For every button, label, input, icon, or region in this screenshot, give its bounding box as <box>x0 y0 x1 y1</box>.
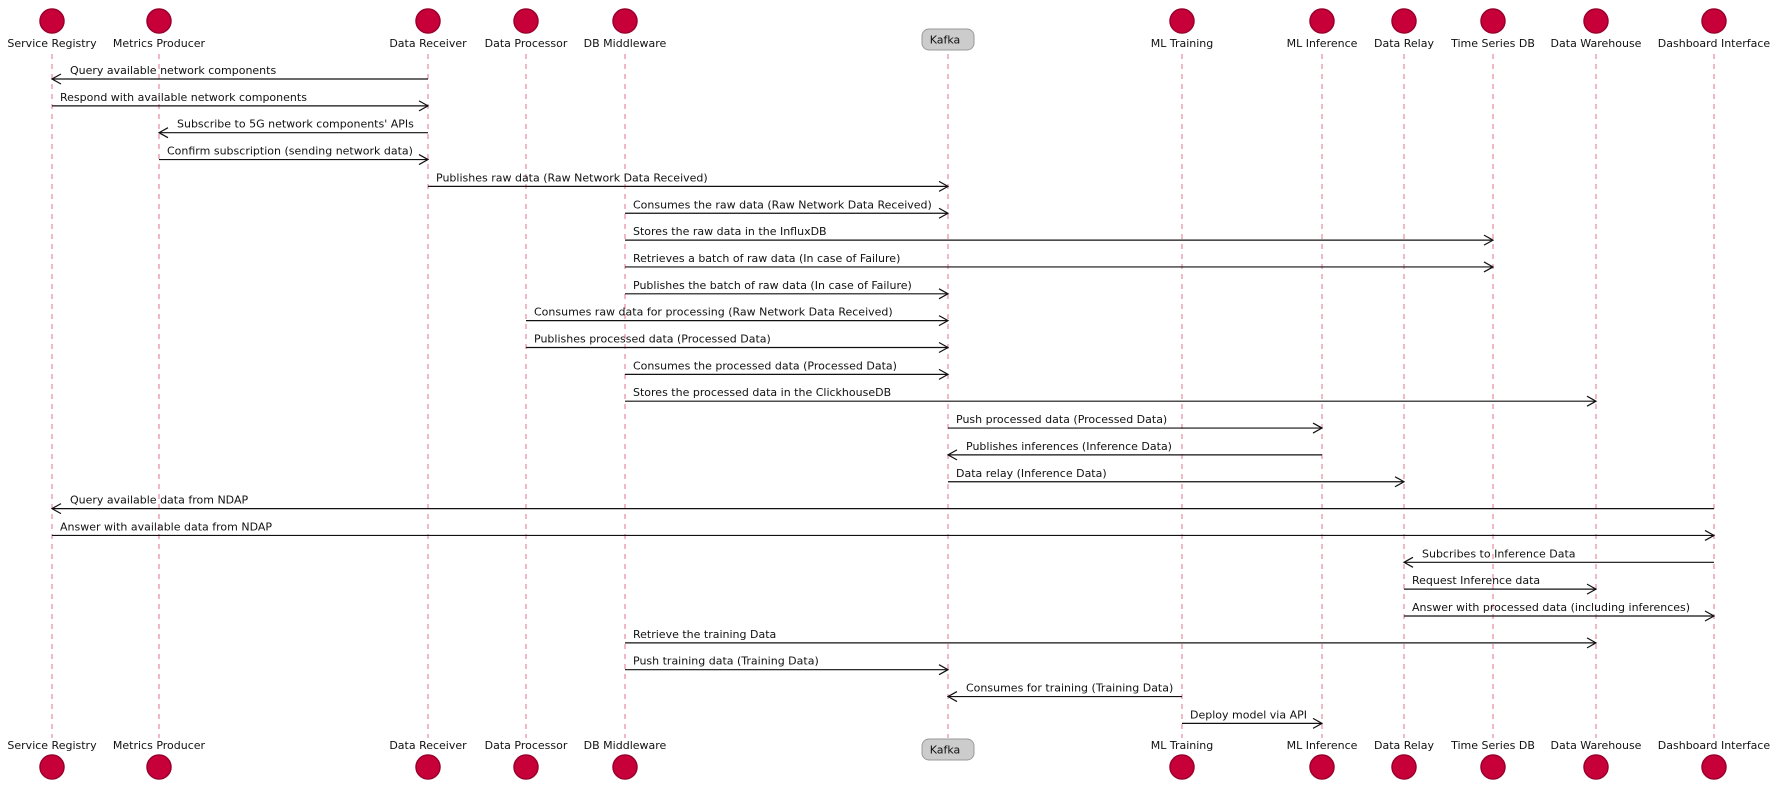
participant-data_relay-bottom <box>1374 739 1434 779</box>
message-24 <box>948 682 1182 702</box>
entity-icon <box>1702 755 1726 779</box>
message-8 <box>625 252 1493 272</box>
participant-service_registry-bottom <box>7 739 97 779</box>
participant-label: ML Training <box>1150 37 1214 50</box>
message-21 <box>1404 601 1714 621</box>
message-label: Data relay (Inference Data) <box>956 466 1107 480</box>
message-label: Confirm subscription (sending network data) <box>167 144 413 158</box>
participant-ml_inference-bottom <box>1287 739 1358 779</box>
participant-ml_training-top <box>1151 9 1214 50</box>
participant-data_receiver-top <box>389 9 467 50</box>
entity-icon <box>514 9 538 33</box>
entity-icon <box>40 9 64 33</box>
participant-data_relay-top <box>1374 9 1434 50</box>
message-6 <box>625 198 948 218</box>
participant-time_series_db-bottom <box>1450 739 1535 779</box>
message-25 <box>1182 708 1322 728</box>
participant-label: Service Registry <box>7 739 97 752</box>
message-1 <box>52 64 428 84</box>
message-14 <box>948 413 1322 433</box>
entity-icon <box>1310 755 1334 779</box>
message-label: Retrieve the training Data <box>633 627 777 641</box>
message-12 <box>625 359 948 379</box>
message-10 <box>526 306 948 326</box>
entity-icon <box>1584 9 1608 33</box>
participant-label: Metrics Producer <box>112 739 206 752</box>
participants-top <box>7 9 1770 50</box>
participant-label: Time Series DB <box>1451 739 1535 752</box>
participant-ml_inference-top <box>1287 9 1358 50</box>
participant-data_receiver-bottom <box>389 739 467 779</box>
participant-data_processor-top <box>485 9 568 50</box>
participant-label: Time Series DB <box>1451 37 1535 50</box>
message-label: Consumes raw data for processing (Raw Network Data Received) <box>534 305 893 319</box>
participant-metrics_producer-top <box>113 9 206 50</box>
entity-icon <box>1702 9 1726 33</box>
message-label: Retrieves a batch of raw data (In case of Failure) <box>633 251 901 265</box>
participant-service_registry-top <box>7 9 97 50</box>
message-17 <box>52 494 1714 514</box>
participant-db_middleware-top <box>584 9 667 50</box>
participant-db_middleware-bottom <box>584 739 667 779</box>
participant-label: Kafka <box>929 743 961 757</box>
message-label: Query available network components <box>70 64 277 77</box>
message-label: Consumes the processed data (Processed Data) <box>633 359 897 373</box>
participant-time_series_db-top <box>1450 9 1535 50</box>
participant-data_warehouse-top <box>1551 9 1642 50</box>
entity-icon <box>1584 755 1608 779</box>
message-label: Publishes processed data (Processed Data) <box>534 332 771 346</box>
message-label: Stores the raw data in the InfluxDB <box>633 225 827 239</box>
message-7 <box>625 225 1493 245</box>
participant-label: Data Relay <box>1374 37 1434 50</box>
message-9 <box>625 279 948 299</box>
message-4 <box>159 145 428 165</box>
message-label: Subcribes to Inference Data <box>1422 547 1576 561</box>
message-label: Answer with processed data (including inferences) <box>1412 601 1691 614</box>
message-label: Request Inference data <box>1412 574 1541 588</box>
participant-label: Kafka <box>929 33 961 47</box>
participant-kafka-top <box>922 29 974 50</box>
message-2 <box>52 91 428 111</box>
participant-label: ML Inference <box>1286 739 1358 752</box>
participant-label: DB Middleware <box>583 37 667 50</box>
entity-icon <box>40 755 64 779</box>
entity-icon <box>1392 755 1416 779</box>
participant-kafka-bottom <box>922 739 974 760</box>
entity-icon <box>514 755 538 779</box>
entity-icon <box>147 755 171 779</box>
participant-label: Data Warehouse <box>1550 739 1642 752</box>
message-label: Publishes inferences (Inference Data) <box>966 439 1172 453</box>
entity-icon <box>1392 9 1416 33</box>
participant-label: Data Receiver <box>389 37 467 50</box>
participant-dashboard_interface-bottom <box>1658 739 1771 779</box>
message-5 <box>428 171 948 191</box>
entity-icon <box>416 755 440 779</box>
participant-label: Data Receiver <box>389 739 467 752</box>
entity-icon <box>416 9 440 33</box>
participant-ml_training-bottom <box>1151 739 1214 779</box>
entity-icon <box>147 9 171 33</box>
participant-label: Data Processor <box>484 739 568 752</box>
message-label: Publishes raw data (Raw Network Data Received) <box>436 171 708 185</box>
participant-label: Dashboard Interface <box>1657 739 1771 752</box>
message-label: Consumes for training (Training Data) <box>966 681 1174 695</box>
message-label: Stores the processed data in the ClickhouseDB <box>633 386 892 400</box>
message-label: Subscribe to 5G network components' APIs <box>177 117 414 131</box>
message-label: Push training data (Training Data) <box>633 654 819 668</box>
message-22 <box>625 628 1596 648</box>
message-13 <box>625 386 1596 406</box>
message-label: Consumes the raw data (Raw Network Data Received) <box>633 198 932 212</box>
entity-icon <box>1170 755 1194 779</box>
entity-icon <box>1170 9 1194 33</box>
message-19 <box>1404 547 1714 567</box>
message-3 <box>159 118 428 138</box>
participants-bottom <box>7 739 1770 779</box>
participant-data_warehouse-bottom <box>1551 739 1642 779</box>
participant-label: DB Middleware <box>583 739 667 752</box>
message-20 <box>1404 574 1596 594</box>
participant-label: Data Warehouse <box>1550 37 1642 50</box>
entity-icon <box>1310 9 1334 33</box>
entity-icon <box>613 755 637 779</box>
participant-label: ML Inference <box>1286 37 1358 50</box>
message-11 <box>526 333 948 353</box>
participant-label: Data Processor <box>484 37 568 50</box>
entity-icon <box>1481 9 1505 33</box>
participant-label: Dashboard Interface <box>1657 37 1771 50</box>
message-23 <box>625 655 948 675</box>
message-16 <box>948 467 1404 487</box>
message-label: Answer with available data from NDAP <box>60 520 273 534</box>
participant-label: Metrics Producer <box>112 37 206 50</box>
participant-label: Service Registry <box>7 37 97 50</box>
messages <box>52 64 1714 728</box>
message-label: Deploy model via API <box>1190 708 1307 722</box>
participant-label: ML Training <box>1150 739 1214 752</box>
message-label: Query available data from NDAP <box>70 493 249 507</box>
message-label: Publishes the batch of raw data (In case of Failure) <box>633 278 912 292</box>
participant-metrics_producer-bottom <box>113 739 206 779</box>
message-label: Respond with available network components <box>60 90 307 104</box>
message-15 <box>948 440 1322 460</box>
message-18 <box>52 520 1714 540</box>
participant-label: Data Relay <box>1374 739 1434 752</box>
entity-icon <box>613 9 637 33</box>
entity-icon <box>1481 755 1505 779</box>
message-label: Push processed data (Processed Data) <box>956 413 1168 427</box>
participant-data_processor-bottom <box>485 739 568 779</box>
participant-dashboard_interface-top <box>1658 9 1771 50</box>
